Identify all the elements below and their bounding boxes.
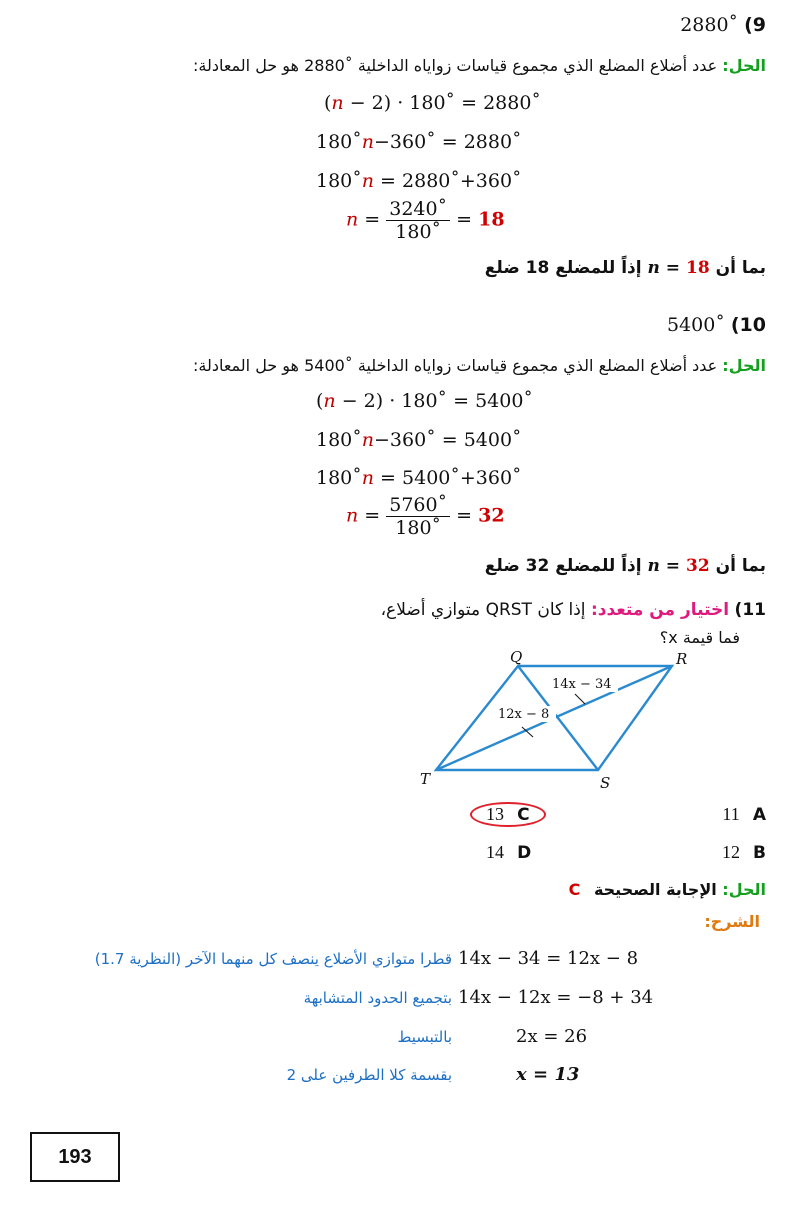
q9-eq4: n = $\frac{3240˚}{180˚}$ = 18 [346, 198, 505, 243]
q10-fraction-den: 180˚ [395, 517, 442, 539]
q10-eq3: 180˚n = 5400˚+360˚ [316, 467, 522, 489]
vertex-r: R [676, 650, 688, 668]
q11-number: 11) [734, 600, 766, 620]
choice-c[interactable] [470, 802, 546, 827]
q10-eq3-rhs: 5400˚+360˚ [402, 467, 522, 489]
q9-result: 18 [478, 208, 505, 231]
q10-fraction [386, 494, 450, 539]
q11-solution-text: الإجابة الصحيحة [593, 880, 717, 899]
q10-eq1-rhs: 5400˚ [475, 390, 533, 412]
q11-solution-label: الحل: [722, 880, 766, 899]
choice-d-letter: D [517, 843, 532, 863]
step-4-equation: x = 13 [516, 1064, 580, 1085]
q9-solution-text: عدد أضلاع المضلع الذي مجموع قياسات زواياه الداخلية ˚2880 هو حل المعادلة: [192, 56, 718, 75]
segment-label-1: 14x − 34 [552, 677, 612, 692]
choice-a-letter: A [752, 805, 766, 825]
step-2-equation: 14x − 12x = −8 + 34 [458, 987, 654, 1008]
q10-conclusion-b: إذاً للمضلع 32 ضلع [484, 556, 642, 576]
q9-solution-label: الحل: [722, 56, 766, 75]
q10-eq4: n = $\frac{5760˚}{180˚}$ = 32 [346, 494, 505, 539]
q10-solution-line [193, 356, 766, 375]
q10-eq1: (n − 2) · 180˚ = 5400˚ [316, 390, 533, 412]
choice-c-letter: C [517, 805, 530, 825]
step-2-reason: بتجميع الحدود المتشابهة [303, 989, 452, 1007]
q9-fraction [386, 198, 450, 243]
q11-text: إذا كان QRST متوازي أضلاع، [380, 600, 586, 620]
choice-d-value: 14 [486, 842, 504, 862]
choice-c-value: 13 [486, 804, 504, 824]
q10-header [667, 314, 766, 336]
step-1-equation: 14x − 34 = 12x − 8 [458, 948, 639, 969]
choice-b-value: 12 [721, 842, 740, 862]
choice-b-letter: B [753, 843, 766, 863]
q10-solution-text: عدد أضلاع المضلع الذي مجموع قياسات زواياه الداخلية ˚5400 هو حل المعادلة: [192, 356, 718, 375]
q10-value: 5400˚ [666, 314, 725, 336]
step-4-reason: بقسمة كلا الطرفين على 2 [286, 1066, 452, 1084]
q11-explain-label: الشرح: [704, 912, 760, 931]
step-1-reason: قطرا متوازي الأضلاع ينصف كل منهما الآخر (النظرية 1.7) [94, 950, 452, 968]
q11-solution-letter: C [568, 880, 581, 899]
page-number: 193 [30, 1132, 120, 1182]
vertex-q: Q [510, 650, 523, 666]
q9-fraction-den: 180˚ [395, 221, 442, 243]
q10-number: (10 [730, 314, 766, 336]
q10-conclusion-value: 32 [685, 556, 710, 576]
q9-conclusion-b: إذاً للمضلع 18 ضلع [484, 258, 642, 278]
q10-eq2-rhs: 5400˚ [463, 429, 522, 451]
q10-conclusion-a: بما أن [715, 556, 766, 576]
choice-a-value: 11 [722, 804, 740, 824]
q11-solution-line [569, 880, 766, 899]
choice-a[interactable] [722, 804, 766, 825]
q9-eq3-rhs: 2880˚+360˚ [402, 170, 522, 192]
q9-value: 2880˚ [680, 14, 739, 36]
q9-eq1: (n − 2) · 180˚ = 2880˚ [324, 92, 541, 114]
segment-label-2: 12x − 8 [498, 707, 550, 722]
q9-header [680, 14, 766, 36]
q9-eq1-rhs: 2880˚ [483, 92, 541, 114]
step-3-reason: بالتبسيط [397, 1028, 452, 1046]
q11-question: فما قيمة x؟ [659, 628, 740, 647]
q11-tag: اختيار من متعدد: [590, 600, 730, 620]
q9-solution-line [193, 56, 766, 75]
q10-result: 32 [478, 504, 505, 527]
step-3-equation: 2x = 26 [516, 1026, 588, 1047]
q10-fraction-num: 5760˚ [386, 494, 450, 517]
q9-number: (9 [744, 14, 766, 36]
choice-d[interactable] [486, 842, 531, 863]
q9-fraction-num: 3240˚ [386, 198, 450, 221]
choice-b[interactable] [722, 842, 766, 863]
q9-eq2: 180˚n−360˚ = 2880˚ [316, 131, 522, 153]
q9-conclusion-a: بما أن [715, 258, 766, 278]
pointer-seg1 [575, 694, 585, 704]
q9-eq2-rhs: 2880˚ [463, 131, 522, 153]
q10-eq2: 180˚n−360˚ = 5400˚ [316, 429, 522, 451]
parallelogram-figure [410, 650, 700, 790]
q10-solution-label: الحل: [722, 356, 766, 375]
q10-conclusion: إذاً للمضلع 32 ضلع n = 32 بما أن [484, 556, 766, 576]
q9-conclusion: إذاً للمضلع 18 ضلع n = 18 بما أن [484, 258, 766, 278]
q9-eq3: 180˚n = 2880˚+360˚ [316, 170, 522, 192]
vertex-s: S [600, 774, 611, 790]
vertex-t: T [420, 770, 431, 788]
q9-conclusion-value: 18 [685, 258, 710, 278]
q11-prompt [381, 600, 766, 620]
